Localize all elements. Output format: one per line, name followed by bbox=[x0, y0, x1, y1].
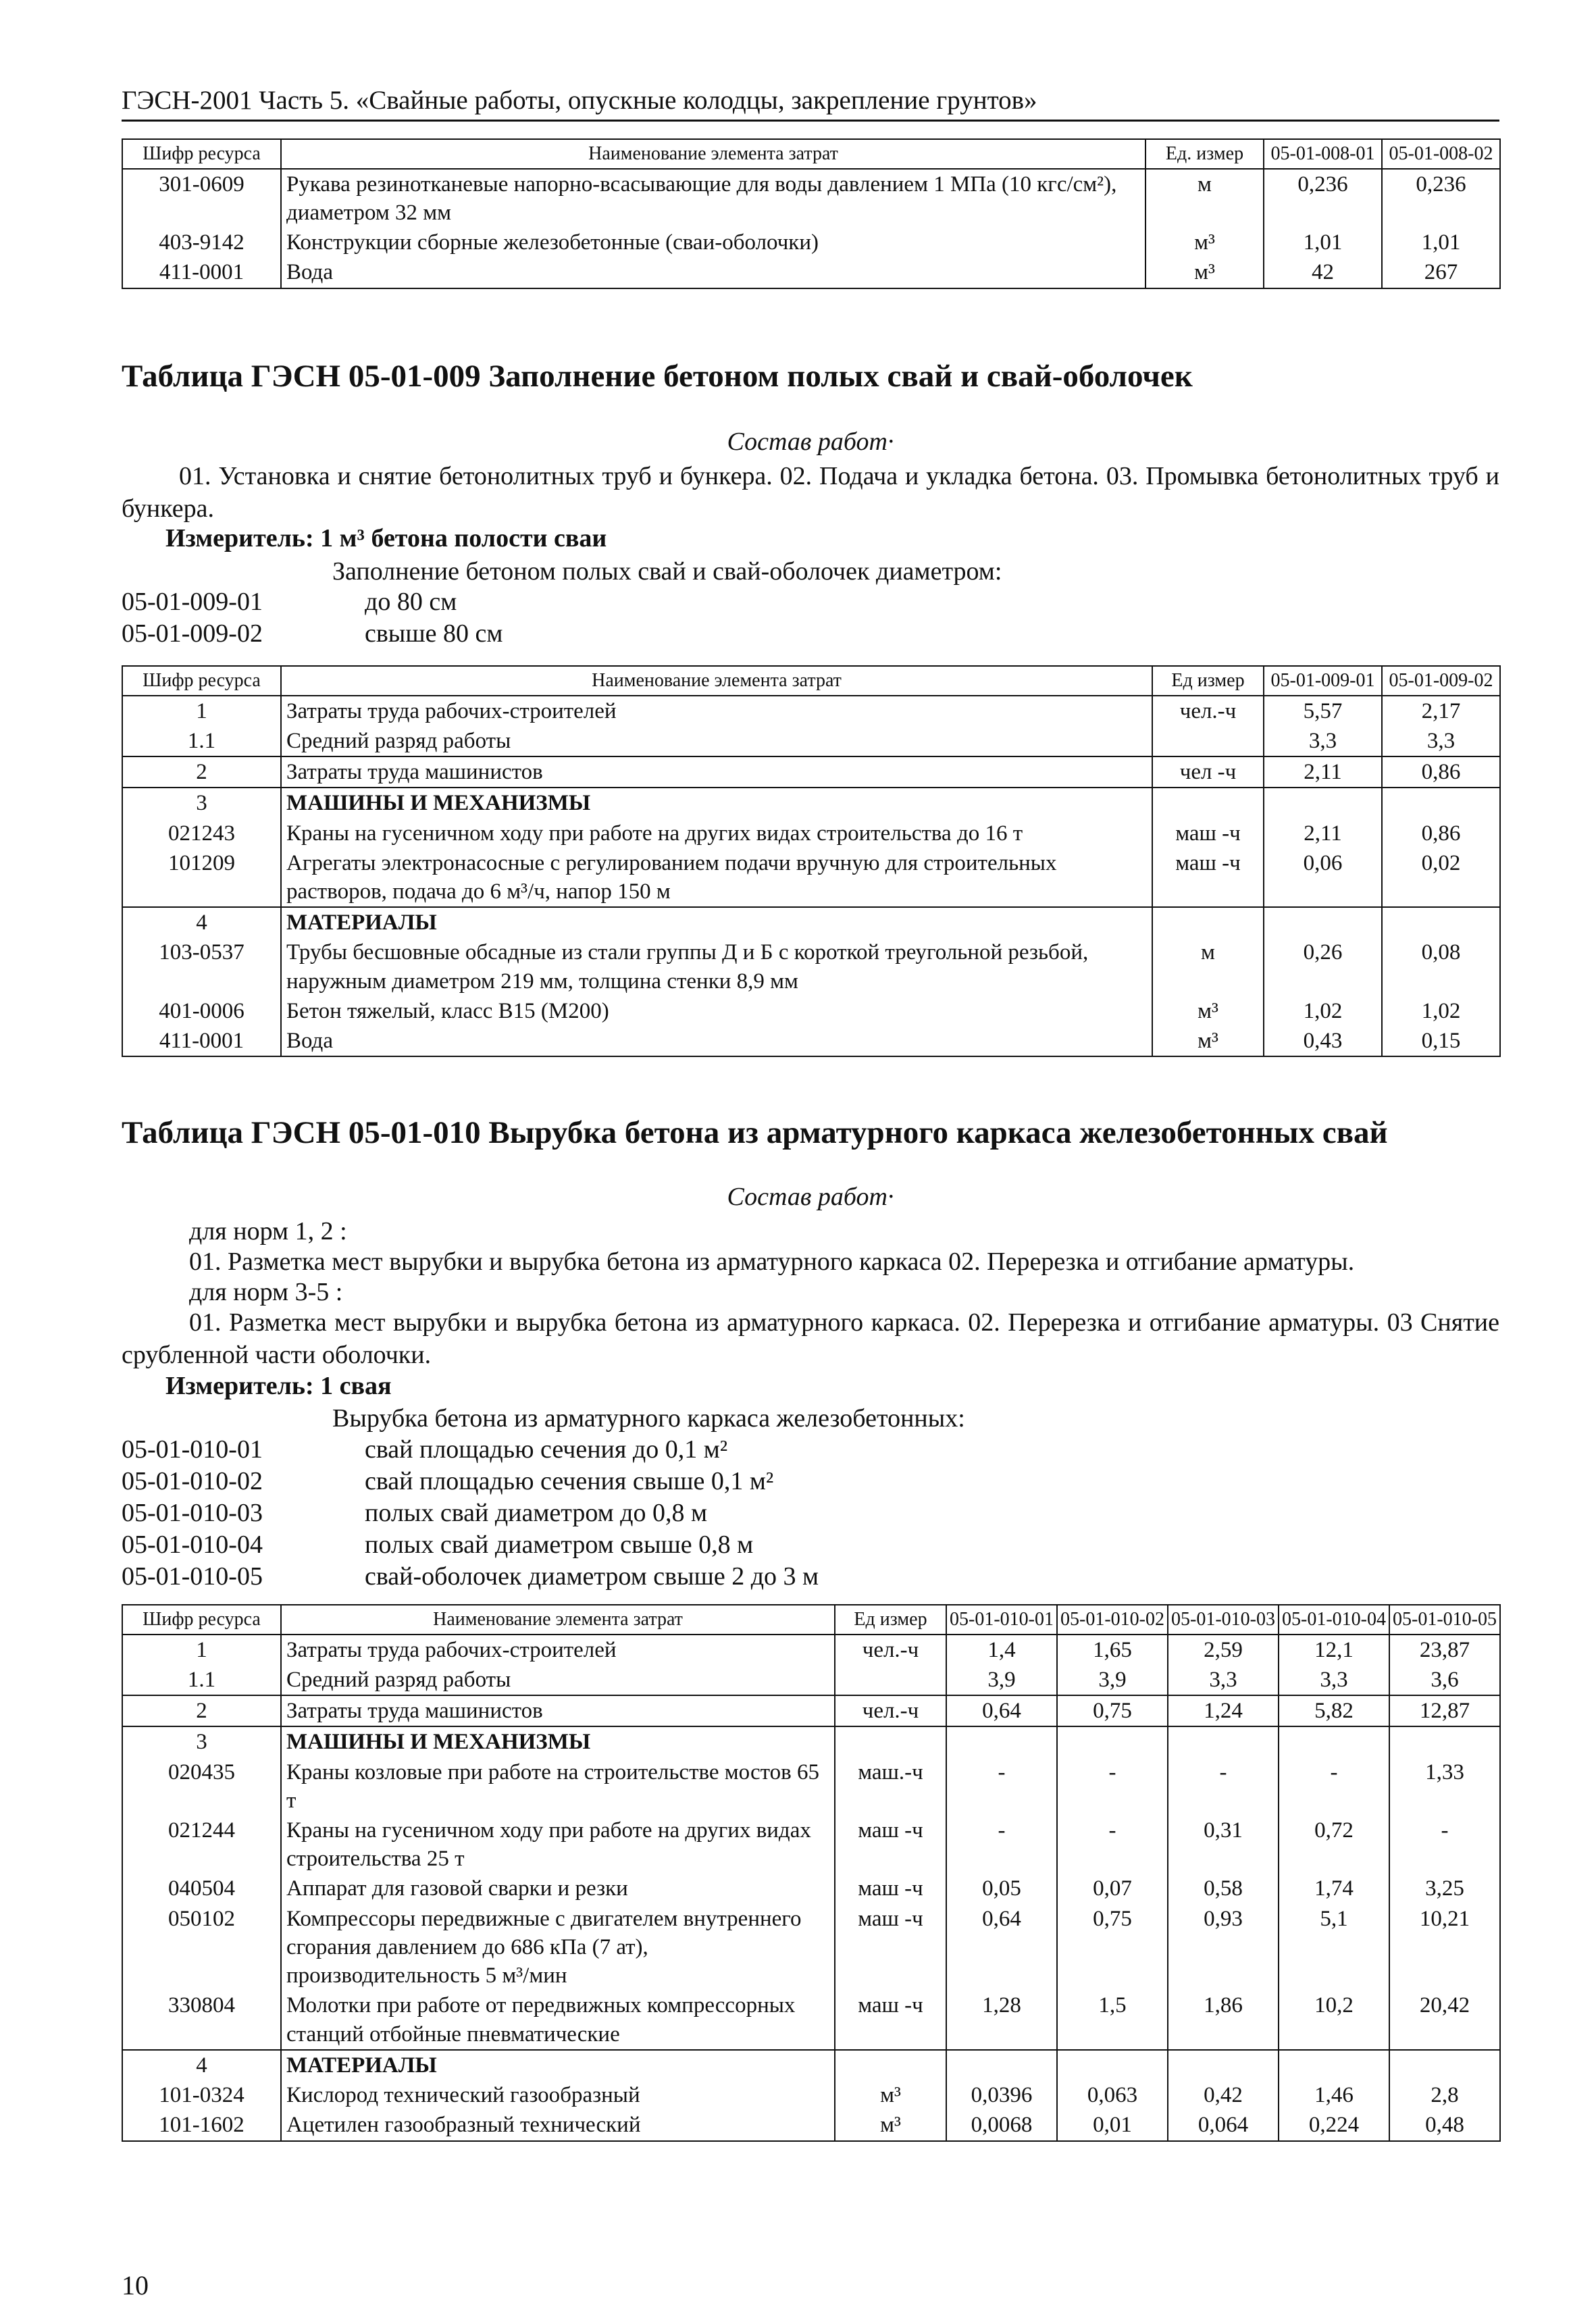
cell-name: Трубы бесшовные обсадные из стали группы Д и Б с короткой треугольной резьбой, наружным диаметром 219 мм, толщина стенки 8,9 мм bbox=[281, 937, 1152, 996]
header-name: Наименование элемента затрат bbox=[281, 666, 1152, 696]
cell-value: 12,1 bbox=[1279, 1635, 1389, 1665]
variant-code: 05-01-010-04 bbox=[122, 1531, 263, 1559]
variant-text: свыше 80 см bbox=[365, 619, 503, 648]
table-row bbox=[122, 1026, 1500, 1056]
cell-code: 021243 bbox=[122, 819, 281, 848]
cell-value: 3,25 bbox=[1389, 1874, 1500, 1903]
cell-name: Вода bbox=[281, 1026, 1152, 1056]
variant-code: 05-01-010-05 bbox=[122, 1562, 263, 1591]
cell-unit: м bbox=[1152, 937, 1264, 996]
header-norm: 05-01-010-02 bbox=[1057, 1605, 1168, 1635]
cell-value: 1,65 bbox=[1057, 1635, 1168, 1665]
header-code: Шифр ресурса bbox=[122, 666, 281, 696]
cell-unit bbox=[835, 1726, 946, 1757]
header-code: Шифр ресурса bbox=[122, 139, 281, 169]
cell-unit: м³ bbox=[835, 2080, 946, 2110]
cell-unit bbox=[1152, 726, 1264, 756]
cell-value: 0,15 bbox=[1382, 1026, 1500, 1056]
variant-item bbox=[122, 618, 503, 650]
cell-name: Затраты труда рабочих-строителей bbox=[281, 1635, 835, 1665]
cell-name: Краны на гусеничном ходу при работе на других видах строительства до 16 т bbox=[281, 819, 1152, 848]
cell-value: - bbox=[1279, 1757, 1389, 1816]
running-head: ГЭСН-2001 Часть 5. «Свайные работы, опускные колодцы, закрепление грунтов» bbox=[122, 86, 1499, 122]
cell-value: - bbox=[946, 1757, 1057, 1816]
variant-code: 05-01-010-02 bbox=[122, 1467, 263, 1495]
cell-value: 2,17 bbox=[1382, 696, 1500, 726]
page-number: 10 bbox=[122, 2270, 149, 2300]
cell-code: 330804 bbox=[122, 1990, 281, 2049]
cell-value: 20,42 bbox=[1389, 1990, 1500, 2049]
cell-value bbox=[1264, 907, 1382, 937]
cell-value bbox=[1279, 1726, 1389, 1757]
header-code: Шифр ресурса bbox=[122, 1605, 281, 1635]
table-row bbox=[122, 907, 1500, 937]
variant-text: до 80 см bbox=[365, 588, 457, 616]
variant-list-010 bbox=[122, 1434, 819, 1593]
cell-value: 1,74 bbox=[1279, 1874, 1389, 1903]
cell-name: Кислород технический газообразный bbox=[281, 2080, 835, 2110]
cell-value: 5,57 bbox=[1264, 696, 1382, 726]
cell-unit: м³ bbox=[1145, 257, 1264, 288]
table-008-tail bbox=[122, 138, 1501, 289]
cell-value: 0,75 bbox=[1057, 1904, 1168, 1991]
cell-value bbox=[1389, 2050, 1500, 2080]
cell-code: 021244 bbox=[122, 1816, 281, 1874]
cell-name: Затраты труда машинистов bbox=[281, 756, 1152, 788]
table-row bbox=[122, 996, 1500, 1026]
header-norm: 05-01-010-01 bbox=[946, 1605, 1057, 1635]
cell-value: 0,08 bbox=[1382, 937, 1500, 996]
cell-value bbox=[946, 2050, 1057, 2080]
cell-name: Рукава резинотканевые напорно-всасывающие для воды давлением 1 МПа (10 кгс/см²), диаметром 32 мм bbox=[281, 169, 1145, 228]
cell-name: Агрегаты электронасосные с регулированием подачи вручную для строительных растворов, подача до 6 м³/ч, напор 150 м bbox=[281, 848, 1152, 907]
table-010-title: Таблица ГЭСН 05-01-010 Вырубка бетона из арматурного каркаса железобетонных свай bbox=[122, 1115, 1388, 1150]
cell-name: МАТЕРИАЛЫ bbox=[281, 2050, 835, 2080]
header-unit: Ед. измер bbox=[1145, 139, 1264, 169]
cell-value: 3,9 bbox=[1057, 1665, 1168, 1695]
cell-name: Вода bbox=[281, 257, 1145, 288]
variant-code: 05-01-009-01 bbox=[122, 588, 263, 616]
cell-value: 0,01 bbox=[1057, 2110, 1168, 2140]
cell-name: Аппарат для газовой сварки и резки bbox=[281, 1874, 835, 1903]
cell-value: 0,064 bbox=[1168, 2110, 1279, 2140]
cell-value: - bbox=[1168, 1757, 1279, 1816]
cell-value bbox=[1168, 2050, 1279, 2080]
cell-code: 1.1 bbox=[122, 726, 281, 756]
cell-unit: м³ bbox=[1145, 228, 1264, 257]
cell-unit: маш -ч bbox=[835, 1816, 946, 1874]
header-norm: 05-01-010-05 bbox=[1389, 1605, 1500, 1635]
cell-value: 0,236 bbox=[1382, 169, 1500, 228]
cell-value: 0,75 bbox=[1057, 1695, 1168, 1726]
table-row bbox=[122, 756, 1500, 788]
cell-unit: м bbox=[1145, 169, 1264, 228]
cell-value bbox=[1382, 907, 1500, 937]
cell-value: 3,6 bbox=[1389, 1665, 1500, 1695]
table-row bbox=[122, 228, 1500, 257]
variant-code: 05-01-009-02 bbox=[122, 619, 263, 648]
cell-value bbox=[1168, 1726, 1279, 1757]
cell-code: 2 bbox=[122, 1695, 281, 1726]
cell-code: 050102 bbox=[122, 1904, 281, 1991]
cell-unit: маш -ч bbox=[835, 1874, 946, 1903]
variant-text: свай площадью сечения свыше 0,1 м² bbox=[365, 1467, 774, 1495]
variants-lead-009: Заполнение бетоном полых свай и свай-оболочек диаметром: bbox=[332, 557, 1002, 586]
cell-value: 0,43 bbox=[1264, 1026, 1382, 1056]
variant-text: свай-оболочек диаметром свыше 2 до 3 м bbox=[365, 1562, 819, 1591]
table-row bbox=[122, 2080, 1500, 2110]
cell-code: 2 bbox=[122, 756, 281, 788]
table-row bbox=[122, 1635, 1500, 1665]
header-name: Наименование элемента затрат bbox=[281, 1605, 835, 1635]
cell-value: 23,87 bbox=[1389, 1635, 1500, 1665]
cell-value: 3,3 bbox=[1264, 726, 1382, 756]
cell-name: Молотки при работе от передвижных компрессорных станций отбойные пневматические bbox=[281, 1990, 835, 2049]
cell-value bbox=[1389, 1726, 1500, 1757]
cell-name: Конструкции сборные железобетонные (сваи-оболочки) bbox=[281, 228, 1145, 257]
cell-name: Затраты труда рабочих-строителей bbox=[281, 696, 1152, 726]
cell-value: 1,02 bbox=[1382, 996, 1500, 1026]
variant-list-009 bbox=[122, 586, 503, 650]
cell-value: 3,3 bbox=[1382, 726, 1500, 756]
table-row bbox=[122, 1695, 1500, 1726]
cell-value: 0,05 bbox=[946, 1874, 1057, 1903]
table-row bbox=[122, 696, 1500, 726]
table-009-title: Таблица ГЭСН 05-01-009 Заполнение бетоном полых свай и свай-оболочек bbox=[122, 359, 1193, 394]
table-row bbox=[122, 788, 1500, 818]
table-row bbox=[122, 1904, 1500, 1991]
header-norm: 05-01-009-01 bbox=[1264, 666, 1382, 696]
cell-unit bbox=[835, 2050, 946, 2080]
variant-text: полых свай диаметром свыше 0,8 м bbox=[365, 1531, 754, 1559]
cell-value: 0,72 bbox=[1279, 1816, 1389, 1874]
cell-code: 020435 bbox=[122, 1757, 281, 1816]
cell-value bbox=[1264, 788, 1382, 818]
cell-code: 3 bbox=[122, 1726, 281, 1757]
composition-heading-009: Состав работ· bbox=[727, 428, 894, 456]
cell-value: 12,87 bbox=[1389, 1695, 1500, 1726]
variant-code: 05-01-010-01 bbox=[122, 1435, 263, 1464]
cell-unit: маш.-ч bbox=[835, 1757, 946, 1816]
cell-value: 1,28 bbox=[946, 1990, 1057, 2049]
cell-unit: чел.-ч bbox=[835, 1695, 946, 1726]
cell-name: Средний разряд работы bbox=[281, 726, 1152, 756]
table-row bbox=[122, 1757, 1500, 1816]
cell-unit: чел -ч bbox=[1152, 756, 1264, 788]
cell-name: МАШИНЫ И МЕХАНИЗМЫ bbox=[281, 788, 1152, 818]
cell-value: 3,3 bbox=[1168, 1665, 1279, 1695]
cell-code: 1 bbox=[122, 696, 281, 726]
table-009 bbox=[122, 665, 1501, 1057]
cell-value: 0,063 bbox=[1057, 2080, 1168, 2110]
cell-value: 0,26 bbox=[1264, 937, 1382, 996]
cell-value: 5,82 bbox=[1279, 1695, 1389, 1726]
cell-unit: маш -ч bbox=[835, 1990, 946, 2049]
cell-name: МАШИНЫ И МЕХАНИЗМЫ bbox=[281, 1726, 835, 1757]
cell-unit: м³ bbox=[835, 2110, 946, 2140]
cell-unit: м³ bbox=[1152, 996, 1264, 1026]
cell-value: 267 bbox=[1382, 257, 1500, 288]
variant-text: полых свай диаметром до 0,8 м bbox=[365, 1499, 708, 1527]
cell-code: 1 bbox=[122, 1635, 281, 1665]
cell-name: МАТЕРИАЛЫ bbox=[281, 907, 1152, 937]
cell-code: 403-9142 bbox=[122, 228, 281, 257]
cell-code: 040504 bbox=[122, 1874, 281, 1903]
cell-unit: маш -ч bbox=[1152, 819, 1264, 848]
cell-value: 2,8 bbox=[1389, 2080, 1500, 2110]
cell-unit bbox=[1152, 788, 1264, 818]
cell-value: 0,93 bbox=[1168, 1904, 1279, 1991]
cell-value: 0,07 bbox=[1057, 1874, 1168, 1903]
cell-value: 3,3 bbox=[1279, 1665, 1389, 1695]
cell-value bbox=[1057, 2050, 1168, 2080]
cell-code: 101209 bbox=[122, 848, 281, 907]
variant-item bbox=[122, 1529, 819, 1561]
variant-text: свай площадью сечения до 0,1 м² bbox=[365, 1435, 728, 1464]
cell-name: Краны на гусеничном ходу при работе на других видах строительства 25 т bbox=[281, 1816, 835, 1874]
cell-value: 0,58 bbox=[1168, 1874, 1279, 1903]
cell-value: 10,21 bbox=[1389, 1904, 1500, 1991]
variant-code: 05-01-010-03 bbox=[122, 1499, 263, 1527]
cell-value bbox=[1057, 1726, 1168, 1757]
norms-1-2-text: 01. Разметка мест вырубки и вырубка бетона из арматурного каркаса 02. Перерезка и отгибание арматуры. bbox=[189, 1248, 1355, 1276]
cell-value: 5,1 bbox=[1279, 1904, 1389, 1991]
cell-name: Бетон тяжелый, класс В15 (М200) bbox=[281, 996, 1152, 1026]
cell-code: 411-0001 bbox=[122, 257, 281, 288]
cell-value: 0,64 bbox=[946, 1695, 1057, 1726]
variants-lead-010: Вырубка бетона из арматурного каркаса железобетонных: bbox=[332, 1404, 965, 1433]
cell-value: 0,42 bbox=[1168, 2080, 1279, 2110]
cell-value: 10,2 bbox=[1279, 1990, 1389, 2049]
cell-value: 0,86 bbox=[1382, 819, 1500, 848]
cell-value bbox=[946, 1726, 1057, 1757]
cell-unit bbox=[1152, 907, 1264, 937]
cell-unit bbox=[835, 1665, 946, 1695]
variant-item bbox=[122, 1466, 819, 1497]
cell-value: 0,31 bbox=[1168, 1816, 1279, 1874]
cell-name: Средний разряд работы bbox=[281, 1665, 835, 1695]
cell-value: 2,11 bbox=[1264, 756, 1382, 788]
cell-name: Краны козловые при работе на строительстве мостов 65 т bbox=[281, 1757, 835, 1816]
variant-item bbox=[122, 586, 503, 618]
cell-value bbox=[1279, 2050, 1389, 2080]
cell-unit: чел.-ч bbox=[1152, 696, 1264, 726]
cell-code: 4 bbox=[122, 907, 281, 937]
cell-code: 401-0006 bbox=[122, 996, 281, 1026]
cell-name: Затраты труда машинистов bbox=[281, 1695, 835, 1726]
cell-value bbox=[1382, 788, 1500, 818]
composition-text-009: 01. Установка и снятие бетонолитных труб и бункера. 02. Подача и укладка бетона. 03. Промывка бетонолитных труб и бункера. bbox=[122, 462, 1499, 523]
cell-value: 1,33 bbox=[1389, 1757, 1500, 1816]
table-010-body bbox=[122, 1635, 1500, 2141]
table-010 bbox=[122, 1604, 1501, 2142]
cell-code: 4 bbox=[122, 2050, 281, 2080]
cell-code: 103-0537 bbox=[122, 937, 281, 996]
table-row bbox=[122, 169, 1500, 228]
measure-009: Измеритель: 1 м³ бетона полости сваи bbox=[165, 524, 607, 552]
norms-3-5-text: 01. Разметка мест вырубки и вырубка бетона из арматурного каркаса. 02. Перерезка и отгибание арматуры. 03 Снятие срубленной части оболочки. bbox=[122, 1308, 1499, 1369]
cell-value: 0,06 bbox=[1264, 848, 1382, 907]
table-row bbox=[122, 726, 1500, 756]
cell-value: 0,224 bbox=[1279, 2110, 1389, 2140]
cell-value: 42 bbox=[1264, 257, 1382, 288]
cell-unit: маш -ч bbox=[835, 1904, 946, 1991]
cell-value: 1,02 bbox=[1264, 996, 1382, 1026]
cell-value: 1,86 bbox=[1168, 1990, 1279, 2049]
header-unit: Ед измер bbox=[835, 1605, 946, 1635]
cell-unit: м³ bbox=[1152, 1026, 1264, 1056]
table-row bbox=[122, 819, 1500, 848]
table-row bbox=[122, 848, 1500, 907]
cell-value: 0,236 bbox=[1264, 169, 1382, 228]
cell-value: 1,5 bbox=[1057, 1990, 1168, 2049]
variant-item bbox=[122, 1561, 819, 1593]
table-row bbox=[122, 1665, 1500, 1695]
header-norm: 05-01-008-02 bbox=[1382, 139, 1500, 169]
header-norm: 05-01-008-01 bbox=[1264, 139, 1382, 169]
table-row bbox=[122, 1990, 1500, 2049]
header-norm: 05-01-010-03 bbox=[1168, 1605, 1279, 1635]
cell-value: - bbox=[1057, 1757, 1168, 1816]
cell-code: 101-0324 bbox=[122, 2080, 281, 2110]
cell-code: 411-0001 bbox=[122, 1026, 281, 1056]
cell-value: 0,0068 bbox=[946, 2110, 1057, 2140]
table-row bbox=[122, 1816, 1500, 1874]
header-norm: 05-01-009-02 bbox=[1382, 666, 1500, 696]
table-row bbox=[122, 1874, 1500, 1903]
composition-heading-010: Состав работ· bbox=[727, 1183, 894, 1211]
cell-value: 2,11 bbox=[1264, 819, 1382, 848]
cell-value: 0,48 bbox=[1389, 2110, 1500, 2140]
cell-value: - bbox=[1057, 1816, 1168, 1874]
cell-code: 301-0609 bbox=[122, 169, 281, 228]
cell-value: 0,64 bbox=[946, 1904, 1057, 1991]
cell-unit: чел.-ч bbox=[835, 1635, 946, 1665]
cell-name: Компрессоры передвижные с двигателем внутреннего сгорания давлением до 686 кПа (7 ат), производительность 5 м³/мин bbox=[281, 1904, 835, 1991]
header-unit: Ед измер bbox=[1152, 666, 1264, 696]
cell-value: 1,24 bbox=[1168, 1695, 1279, 1726]
header-name: Наименование элемента затрат bbox=[281, 139, 1145, 169]
table-row bbox=[122, 257, 1500, 288]
cell-value: 1,01 bbox=[1264, 228, 1382, 257]
norms-1-2-label: для норм 1, 2 : bbox=[189, 1217, 347, 1245]
cell-value: 3,9 bbox=[946, 1665, 1057, 1695]
table-row bbox=[122, 1726, 1500, 1757]
cell-name: Ацетилен газообразный технический bbox=[281, 2110, 835, 2140]
cell-value: 0,02 bbox=[1382, 848, 1500, 907]
variant-item bbox=[122, 1434, 819, 1466]
cell-code: 3 bbox=[122, 788, 281, 818]
variant-item bbox=[122, 1497, 819, 1529]
table-row bbox=[122, 2050, 1500, 2080]
cell-code: 1.1 bbox=[122, 1665, 281, 1695]
header-norm: 05-01-010-04 bbox=[1279, 1605, 1389, 1635]
cell-value: - bbox=[1389, 1816, 1500, 1874]
cell-value: 0,86 bbox=[1382, 756, 1500, 788]
cell-value: 1,46 bbox=[1279, 2080, 1389, 2110]
cell-value: 1,01 bbox=[1382, 228, 1500, 257]
cell-value: 0,0396 bbox=[946, 2080, 1057, 2110]
cell-value: 1,4 bbox=[946, 1635, 1057, 1665]
norms-3-5-label: для норм 3-5 : bbox=[189, 1278, 343, 1306]
table-row bbox=[122, 2110, 1500, 2140]
cell-unit: маш -ч bbox=[1152, 848, 1264, 907]
table-009-body bbox=[122, 696, 1500, 1057]
cell-value: - bbox=[946, 1816, 1057, 1874]
cell-value: 2,59 bbox=[1168, 1635, 1279, 1665]
measure-010: Измеритель: 1 свая bbox=[165, 1372, 392, 1400]
cell-code: 101-1602 bbox=[122, 2110, 281, 2140]
table-row bbox=[122, 937, 1500, 996]
